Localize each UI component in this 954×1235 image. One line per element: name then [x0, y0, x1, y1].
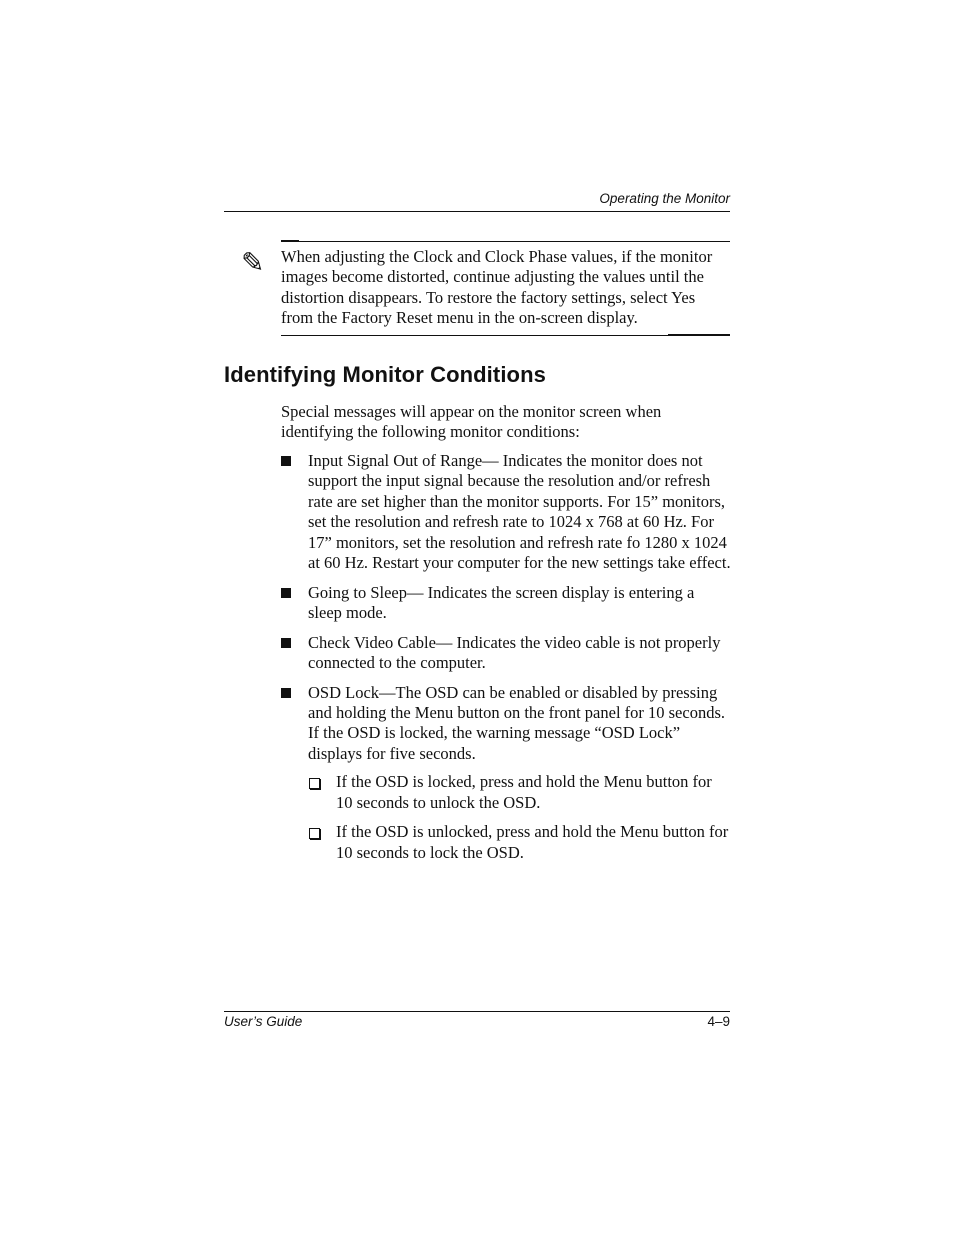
list-item [281, 583, 731, 624]
sub-list-item-text: If the OSD is locked, press and hold the Menu button for 10 seconds to unlock the OSD. [336, 772, 712, 812]
list-item-text: Going to Sleep— Indicates the screen display is entering a sleep mode. [308, 582, 695, 623]
pencil-note-icon: ✎ [241, 248, 265, 279]
square-bullet-icon [281, 456, 291, 466]
header-rule [224, 211, 730, 212]
list-item-text: Input Signal Out of Range— Indicates the monitor does not support the input signal because the resolution and/or refresh rate are set higher than the monitor supports. For 15” monitors, set the resolution and refresh rate to 1024 x 768 at 60 Hz. For 17” monitors, set the resolution and refresh rate fo 1280 x 1024 at 60 Hz. Restart your computer for the new settings take effect. [308, 451, 731, 573]
sub-list-item [308, 772, 731, 813]
hollow-square-bullet-icon [309, 828, 320, 839]
section-intro: Special messages will appear on the monitor screen when identifying the following monitor conditions: [281, 402, 662, 442]
footer-title: User’s Guide [224, 1014, 303, 1029]
note-bottom-rule [281, 335, 730, 336]
list-item-text: Check Video Cable— Indicates the video cable is not properly connected to the computer. [308, 632, 721, 673]
list-item [281, 451, 731, 573]
square-bullet-icon [281, 588, 291, 598]
page-number: 4–9 [707, 1014, 730, 1029]
note-text: When adjusting the Clock and Clock Phase values, if the monitor images become distorted, continue adjusting the values until the distortion disappears. To restore the factory settings, select Yes from the Factory Reset menu in the on-screen display. [281, 247, 713, 328]
list-item [281, 683, 731, 863]
section-title: Identifying Monitor Conditions [224, 362, 546, 387]
list-item-text: OSD Lock—The OSD can be enabled or disabled by pressing and holding the Menu button on the front panel for 10 seconds. If the OSD is locked, the warning message “OSD Lock” displays for five seconds. [308, 682, 726, 763]
running-header: Operating the Monitor [599, 191, 730, 206]
hollow-square-bullet-icon [309, 778, 320, 789]
list-item [281, 633, 731, 674]
square-bullet-icon [281, 688, 291, 698]
note-top-rule [281, 241, 730, 242]
osd-sub-list [308, 772, 731, 863]
square-bullet-icon [281, 638, 291, 648]
conditions-list [281, 451, 731, 872]
sub-list-item [308, 822, 731, 863]
sub-list-item-text: If the OSD is unlocked, press and hold the Menu button for 10 seconds to lock the OSD. [336, 822, 729, 862]
footer-rule [224, 1011, 730, 1012]
